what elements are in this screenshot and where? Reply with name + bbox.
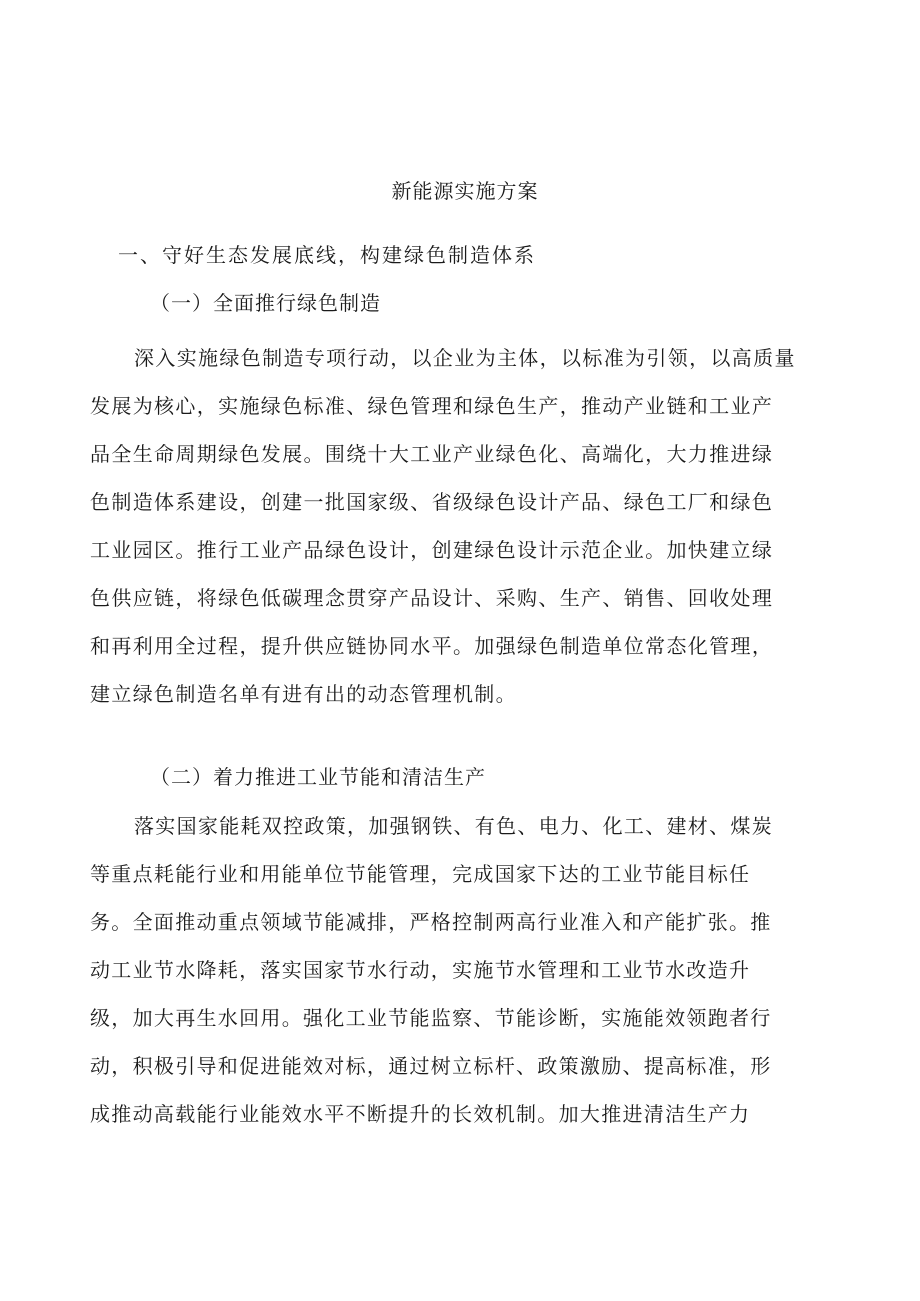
paragraph-line: 成推动高载能行业能效水平不断提升的长效机制。加大推进清洁生产力: [90, 1102, 751, 1126]
paragraph-line: 色制造体系建设，创建一批国家级、省级绿色设计产品、绿色工厂和绿色: [90, 490, 774, 514]
paragraph-line: 级，加大再生水回用。强化工业节能监察、节能诊断，实施能效领跑者行: [90, 1006, 772, 1030]
paragraph-energy-saving: [90, 802, 850, 1138]
paragraph-line: 工业园区。推行工业产品绿色设计，创建绿色设计示范企业。加快建立绿: [90, 538, 774, 562]
paragraph-line: 务。全面推动重点领域节能减排，严格控制两高行业准入和产能扩张。推: [90, 910, 772, 934]
paragraph-line: 建立绿色制造名单有进有出的动态管理机制。: [90, 682, 517, 706]
subsection-heading-2: （二）着力推进工业节能和清洁生产: [150, 765, 486, 789]
paragraph-line: 等重点耗能行业和用能单位节能管理，完成国家下达的工业节能目标任: [90, 862, 751, 886]
paragraph-line: 发展为核心，实施绿色标准、绿色管理和绿色生产，推动产业链和工业产: [90, 394, 774, 418]
subsection-heading-1: （一）全面推行绿色制造: [150, 291, 381, 315]
document-title: 新能源实施方案: [391, 179, 539, 203]
paragraph-line: 动，积极引导和促进能效对标，通过树立标杆、政策激励、提高标准，形: [90, 1054, 772, 1078]
paragraph-line: 深入实施绿色制造专项行动，以企业为主体，以标准为引领，以高质量: [134, 346, 796, 370]
paragraph-line: 品全生命周期绿色发展。围绕十大工业产业绿色化、高端化，大力推进绿: [90, 442, 774, 466]
paragraph-line: 动工业节水降耗，落实国家节水行动，实施节水管理和工业节水改造升: [90, 958, 751, 982]
paragraph-green-manufacturing: [90, 334, 850, 718]
section-heading-1: 一、守好生态发展底线，构建绿色制造体系: [118, 243, 536, 267]
paragraph-line: 和再利用全过程，提升供应链协同水平。加强绿色制造单位常态化管理，: [90, 634, 774, 658]
paragraph-line: 色供应链，将绿色低碳理念贯穿产品设计、采购、生产、销售、回收处理: [90, 586, 774, 610]
paragraph-line: 落实国家能耗双控政策，加强钢铁、有色、电力、化工、建材、煤炭: [134, 814, 773, 838]
